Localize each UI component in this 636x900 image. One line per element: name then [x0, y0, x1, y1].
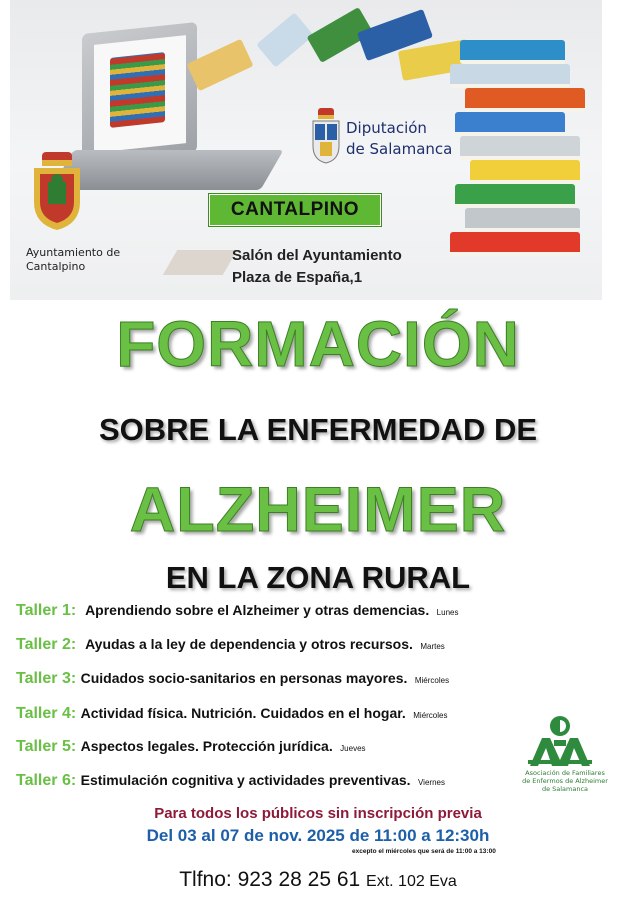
taller-day: Viernes: [417, 778, 445, 787]
stack-book: [460, 136, 580, 160]
taller-title: Aprendiendo sobre el Alzheimer y otras demencias.: [85, 602, 430, 618]
taller-item: [16, 738, 366, 756]
title-zona-rural: EN LA ZONA RURAL: [165, 560, 471, 595]
town-badge: CANTALPINO: [209, 194, 381, 226]
taller-title: Actividad física. Nutrición. Cuidados en el hogar.: [80, 705, 406, 721]
taller-label: Taller 6:: [16, 772, 77, 789]
header-banner: [10, 0, 602, 300]
venue-line1: Salón del Ayuntamiento: [232, 247, 402, 264]
stack-book: [465, 88, 585, 112]
stack-book: [450, 232, 580, 256]
taller-item: [16, 772, 445, 790]
taller-day: Lunes: [436, 608, 459, 617]
flying-book: [256, 12, 314, 67]
diputacion-line1: Diputación: [346, 119, 427, 137]
taller-title: Ayudas a la ley de dependencia y otros recursos.: [85, 636, 413, 652]
taller-day: Miércoles: [414, 676, 450, 685]
taller-label: Taller 4:: [16, 705, 77, 722]
schedule-exception: excepto el miércoles que será de 11:00 a 13:00: [352, 848, 496, 855]
diputacion-shield-icon: [312, 108, 340, 164]
ayuntamiento-label: Ayuntamiento de Cantalpino: [26, 246, 121, 273]
phone-extension: Ext. 102 Eva: [366, 873, 457, 890]
taller-label: Taller 3:: [16, 670, 77, 687]
taller-title: Cuidados socio-sanitarios en personas mayores.: [80, 670, 408, 686]
afa-line1: Asociación de Familiares: [525, 769, 605, 777]
taller-label: Taller 1:: [16, 602, 77, 619]
taller-day: Jueves: [340, 744, 366, 753]
taller-day: Martes: [420, 642, 445, 651]
taller-day: Miércoles: [413, 711, 448, 720]
public-notice: Para todos los públicos sin inscripción previa: [154, 805, 482, 822]
taller-item: [16, 602, 458, 620]
title-alzheimer: ALZHEIMER: [129, 475, 507, 545]
floor-shadow: [163, 250, 237, 275]
stack-book: [465, 208, 580, 232]
stack-book: [450, 64, 570, 88]
afa-line2: de Enfermos de Alzheimer: [522, 777, 608, 785]
title-formacion: FORMACIÓN: [116, 308, 520, 380]
taller-item: [16, 670, 449, 688]
event-dates: Del 03 al 07 de nov. 2025 de 11:00 a 12:30h: [146, 826, 490, 845]
stack-book: [460, 40, 565, 64]
afa-label: [510, 769, 620, 793]
taller-item: [16, 705, 447, 723]
diputacion-line2: de Salamanca: [346, 140, 453, 158]
stack-book: [455, 112, 565, 136]
afa-line3: de Salamanca: [541, 785, 589, 793]
diputacion-label: [346, 118, 452, 160]
taller-item: [16, 636, 445, 654]
taller-label: Taller 2:: [16, 636, 77, 653]
taller-title: Aspectos legales. Protección jurídica.: [80, 738, 333, 754]
phone-number: Tlfno: 923 28 25 61: [179, 868, 361, 891]
taller-title: Estimulación cognitiva y actividades preventivas.: [80, 772, 411, 788]
venue: [232, 245, 402, 289]
stack-book: [470, 160, 580, 184]
taller-label: Taller 5:: [16, 738, 77, 755]
stack-book: [455, 184, 575, 208]
title-sobre: SOBRE LA ENFERMEDAD DE: [98, 412, 538, 447]
cantalpino-coat-of-arms-icon: [28, 150, 86, 232]
contact-phone: [0, 868, 636, 892]
venue-line2: Plaza de España,1: [232, 269, 363, 286]
books-on-screen-illustration: [110, 52, 165, 128]
book-stack-illustration: [450, 40, 600, 280]
